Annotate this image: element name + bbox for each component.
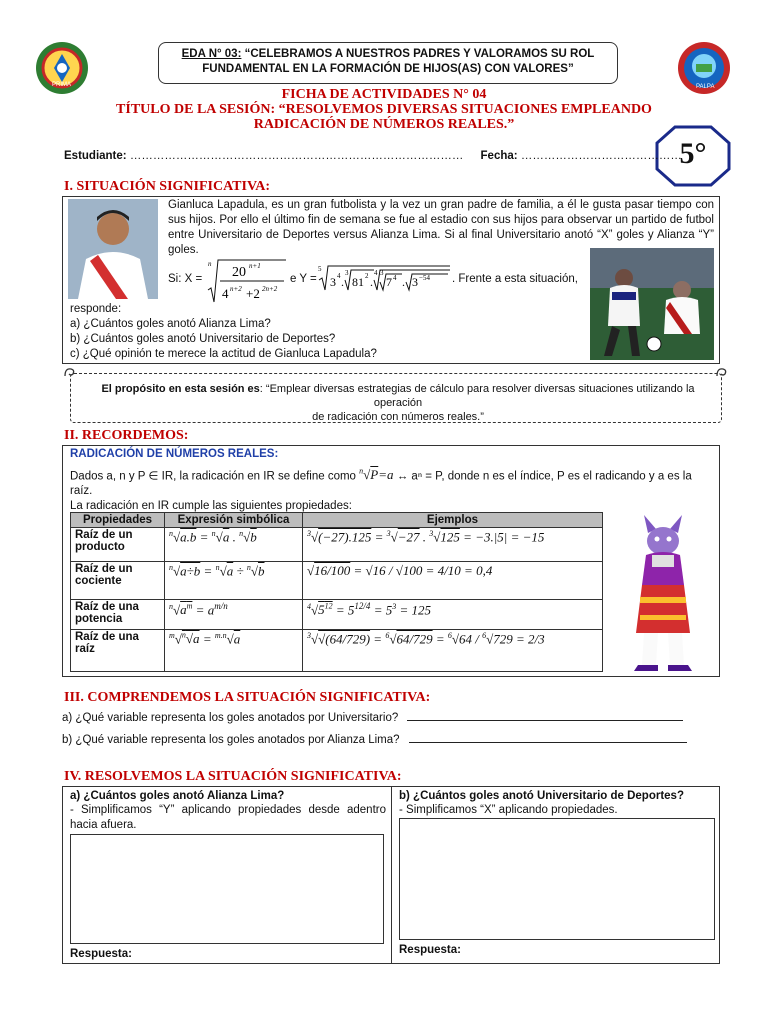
y-radical <box>318 262 450 292</box>
purpose-text <box>71 374 721 424</box>
svg-text:7: 7 <box>386 275 392 289</box>
answer-line-a[interactable] <box>407 720 683 721</box>
responde-label: responde: <box>70 303 122 315</box>
section-2-heading: II. RECORDEMOS: <box>64 428 189 443</box>
question-b: b) ¿Cuántos goles anotó Universitario de Deportes? <box>70 333 336 345</box>
properties-intro: La radicación en IR cumple las siguientes propiedades: <box>70 500 352 513</box>
svg-text:4: 4 <box>222 286 229 301</box>
solve-right-column <box>399 789 715 817</box>
character-illustration <box>630 515 696 671</box>
svg-text:3: 3 <box>412 275 418 289</box>
table-row <box>71 562 603 600</box>
svg-text:4: 4 <box>374 269 378 277</box>
symbolic-expression: $^n$√a.b = $^n$√a . $^n$√b <box>165 528 303 562</box>
scroll-curl-icon <box>715 366 729 380</box>
answer-label-left: Respuesta: <box>70 948 132 960</box>
svg-text:3: 3 <box>330 275 336 289</box>
svg-text:+2: +2 <box>246 286 260 301</box>
eda-text-2: FUNDAMENTAL EN LA FORMACIÓN DE HIJOS(AS) CON VALORES” <box>202 63 574 75</box>
eda-text-1: “CELEBRAMOS A NUESTROS PADRES Y VALORAMOS SU ROL <box>241 48 595 60</box>
grade-label: 5° <box>679 137 707 170</box>
svg-text:.: . <box>341 275 344 289</box>
student-row <box>64 150 682 162</box>
svg-text:n: n <box>208 260 212 268</box>
svg-text:4: 4 <box>393 274 397 282</box>
example: $^3$√√(64/729) = $^6$√64/729 = $^6$√64 / $^6$√729 = 2/3 <box>303 630 603 672</box>
svg-text:2: 2 <box>365 272 369 280</box>
question-c: c) ¿Qué opinión te merece la actitud de Gianluca Lapadula? <box>70 348 377 360</box>
comprehension-question-a <box>62 712 683 724</box>
table-row <box>71 630 603 672</box>
svg-text:20: 20 <box>232 265 246 280</box>
property-name: Raíz de una raíz <box>71 630 165 672</box>
example: √16/100 = √16 / √100 = 4/10 = 0,4 <box>303 562 603 600</box>
purpose-body-1: : “Emplear diversas estrategias de cálculo para resolver diversas situaciones utilizando la operación <box>259 383 695 409</box>
frente-text: . Frente a esta situación, <box>452 273 578 285</box>
section-1-heading: I. SITUACIÓN SIGNIFICATIVA: <box>64 179 271 194</box>
left-question: a) ¿Cuántos goles anotó Alianza Lima? <box>70 790 285 802</box>
question-a: a) ¿Cuántos goles anotó Alianza Lima? <box>70 318 271 330</box>
solve-left-column <box>70 789 386 833</box>
table-header: Expresión simbólica <box>165 513 303 528</box>
table-row <box>71 528 603 562</box>
section-3-heading: III. COMPRENDEMOS LA SITUACIÓN SIGNIFICATIVA: <box>64 690 431 705</box>
logo-left-text: PRIMA <box>52 82 72 88</box>
svg-text:81: 81 <box>352 275 364 289</box>
purpose-body-2: de radicación con números reales.” <box>312 411 484 423</box>
situation-text: Gianluca Lapadula, es un gran futbolista y la vez un gran padre de familia, a él le gusta pasar tiempo con sus hijos. Por ello el último fin de semana se fue al estadio con sus hijos para observar un partido de futbol entre Universitario de Deportes versus Alianza Lima. Si al final Universitario anotó “X” goles y Alianza “Y” goles. <box>168 199 714 256</box>
definition-part-2: ↔ aⁿ = P, donde n es el índice, P es el radicando y a es la <box>396 470 692 483</box>
column-divider <box>391 786 392 964</box>
svg-text:.: . <box>370 275 373 289</box>
svg-text:n+1: n+1 <box>249 262 261 270</box>
situation-questions <box>70 302 377 362</box>
purpose-label: El propósito en esta sesión es <box>101 383 260 395</box>
recall-definition <box>70 464 714 514</box>
work-area-right[interactable] <box>399 818 715 940</box>
match-photo <box>590 248 714 360</box>
eda-label: EDA N° 03: <box>181 48 242 60</box>
x-radical <box>206 258 286 304</box>
scroll-curl-icon <box>63 366 77 380</box>
definition-formula: $^n$√P=a <box>359 467 394 483</box>
svg-text:3: 3 <box>380 269 384 277</box>
table-header: Ejemplos <box>303 513 603 528</box>
left-hint: - Simplificamos “Y” aplicando propiedades desde adentro hacia afuera. <box>70 804 386 831</box>
definition-part-1: Dados a, n y P ∈ IR, la radicación en IR se define como <box>70 470 356 483</box>
y-label: e Y = <box>290 273 317 285</box>
date-field[interactable]: …………………………………… <box>520 150 682 162</box>
section-4-heading: IV. RESOLVEMOS LA SITUACIÓN SIGNIFICATIVA: <box>64 769 402 784</box>
answer-line-b[interactable] <box>409 742 687 743</box>
right-question: b) ¿Cuántos goles anotó Universitario de Deportes? <box>399 790 684 802</box>
recall-subheading: RADICACIÓN DE NÚMEROS REALES: <box>70 448 279 460</box>
symbolic-expression: $^m$√$^n$√a = $^{m.n}$√a <box>165 630 303 672</box>
eda-title-box <box>158 42 618 84</box>
session-title-line-1: TÍTULO DE LA SESIÓN: “RESOLVEMOS DIVERSAS SITUACIONES EMPLEANDO <box>116 102 652 117</box>
property-name: Raíz de un cociente <box>71 562 165 600</box>
table-header: Propiedades <box>71 513 165 528</box>
property-name: Raíz de un producto <box>71 528 165 562</box>
question-a-text: a) ¿Qué variable representa los goles anotados por Universitario? <box>62 712 399 724</box>
symbolic-expression: $^n√a^m = a^{m/n}$ <box>165 600 303 630</box>
example: $^3$√(−27).125 = $^3$√−27 . $^3$√125 = −3.|5| = −15 <box>303 528 603 562</box>
formula-row <box>168 258 588 304</box>
svg-text:4: 4 <box>337 272 341 280</box>
student-field[interactable]: …………………………………………………………………………… <box>129 150 464 162</box>
logo-right-text: PALPA <box>696 84 715 90</box>
date-label: Fecha: <box>480 150 518 162</box>
svg-text:3: 3 <box>345 269 349 277</box>
ficha-title: FICHA DE ACTIVIDADES N° 04 <box>281 87 487 102</box>
properties-table <box>70 512 603 672</box>
student-label: Estudiante: <box>64 150 127 162</box>
session-title-line-2: RADICACIÓN DE NÚMEROS REALES.” <box>253 117 515 132</box>
svg-text:.: . <box>402 275 405 289</box>
example: $^4√5^{12} = 5^{12/4} = 5^3 = 125$ <box>303 600 603 630</box>
svg-text:5: 5 <box>318 265 322 273</box>
answer-label-right: Respuesta: <box>399 944 461 956</box>
symbolic-expression: $^n$√a÷b = $^n$√a ÷ $^n$√b <box>165 562 303 600</box>
svg-text:−54: −54 <box>419 274 430 282</box>
question-b-text: b) ¿Qué variable representa los goles anotados por Alianza Lima? <box>62 734 400 746</box>
work-area-left[interactable] <box>70 834 384 944</box>
svg-text:n+2: n+2 <box>230 285 242 293</box>
svg-text:2n+2: 2n+2 <box>262 285 278 293</box>
right-hint: - Simplificamos “X” aplicando propiedades. <box>399 804 618 816</box>
player-photo <box>68 199 158 299</box>
comprehension-question-b <box>62 734 687 746</box>
property-name: Raíz de una potencia <box>71 600 165 630</box>
table-row <box>71 600 603 630</box>
purpose-box <box>70 373 722 423</box>
definition-part-3: raíz. <box>70 485 93 498</box>
x-label: Si: X = <box>168 273 203 285</box>
